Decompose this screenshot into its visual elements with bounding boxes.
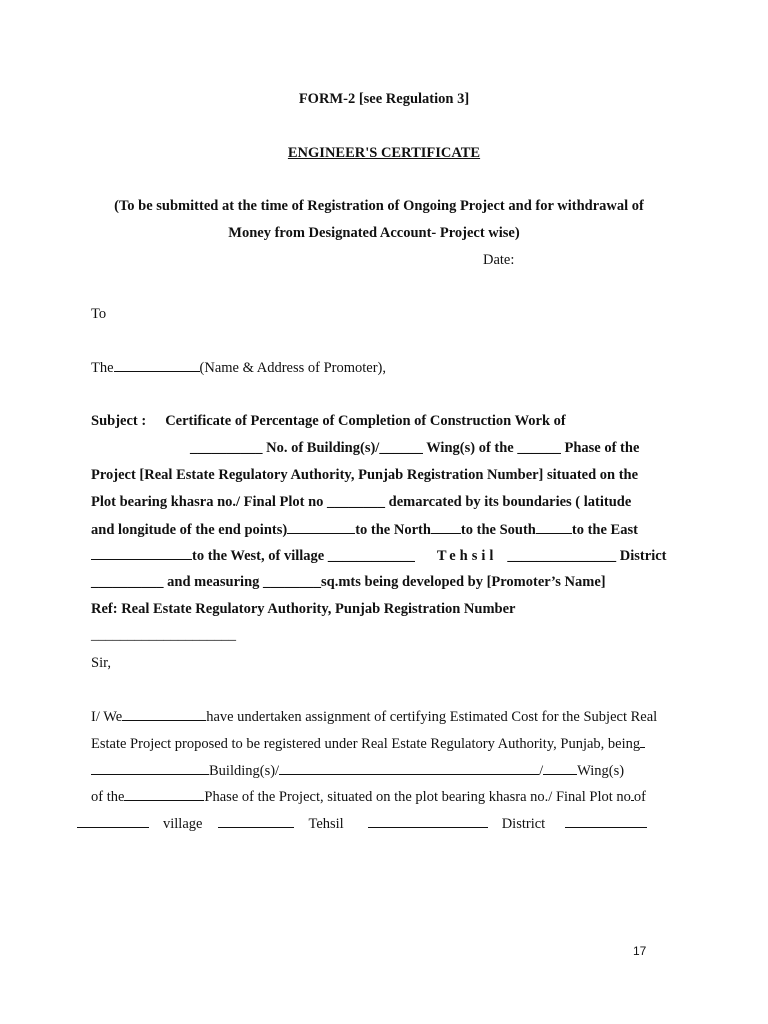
building-text: Building(s)/: [209, 763, 280, 779]
tehsil-blank: [368, 815, 488, 828]
ref-line: Ref: Real Estate Regulatory Authority, Punjab Registration Number: [91, 601, 516, 617]
promoter-note: (Name & Address of Promoter),: [199, 360, 386, 376]
the-label: The: [91, 360, 114, 376]
subject-line7: __________ and measuring ________sq.mts being developed by [Promoter’s Name]: [91, 574, 606, 590]
assignment-text: have undertaken assignment of certifying Estimated Cost for the Subject Real: [206, 709, 658, 725]
slash-text: /: [539, 763, 544, 779]
east-text: to the East: [571, 522, 638, 538]
phase-blank: [124, 788, 204, 801]
wing-text: Wing(s): [577, 763, 625, 779]
tehsil-text: Tehsil: [436, 548, 498, 564]
district-body-text: District: [501, 816, 546, 832]
body-line4: [91, 788, 646, 806]
east-blank: [536, 521, 572, 534]
page-number: 17: [633, 944, 647, 958]
subject-text: Certificate of Percentage of Completion of Construction Work of: [165, 413, 566, 429]
wing-blank: [543, 762, 577, 775]
subject-line2: __________ No. of Building(s)/______ Wing(s) of the ______ Phase of the: [190, 440, 640, 456]
addressee-line: [91, 359, 386, 377]
subject-line6: [91, 547, 666, 565]
north-blank: [287, 521, 355, 534]
engineer-blank: [122, 708, 206, 721]
south-text: to the South: [460, 522, 536, 538]
village-text: village: [163, 816, 203, 832]
being-blank: [640, 735, 645, 748]
district-blank: [565, 815, 647, 828]
north-text: to the North: [355, 522, 431, 538]
i-we-text: I/ We: [91, 709, 123, 725]
south-blank: [431, 521, 461, 534]
body-line5: [77, 815, 647, 833]
of-the-text: of the: [91, 789, 125, 805]
tehsil-body-text: Tehsil: [308, 816, 344, 832]
of-text: of: [633, 789, 646, 805]
subject-label: Subject :: [91, 413, 147, 429]
submission-note-line1: (To be submitted at the time of Registration of Ongoing Project and for withdrawal of: [114, 198, 644, 214]
date-label: Date:: [483, 252, 515, 268]
submission-note-line2: Money from Designated Account- Project wise): [228, 225, 520, 241]
plot-no-blank: [77, 815, 149, 828]
form-title: FORM-2 [see Regulation 3]: [298, 91, 470, 107]
west-village-text: to the West, of village ____________: [192, 548, 415, 564]
building-blank: [91, 762, 209, 775]
body-line1: [91, 708, 657, 726]
subject-line5: [91, 521, 638, 539]
ref-blank: ____________________: [91, 627, 236, 643]
body-line3: [91, 762, 624, 780]
district-text: _______________ District: [507, 548, 667, 564]
to-label: To: [91, 306, 107, 322]
certificate-heading: ENGINEER'S CERTIFICATE: [287, 145, 481, 161]
subject-line4: Plot bearing khasra no./ Final Plot no ________ demarcated by its boundaries ( latitude: [91, 494, 632, 510]
subject-line1: [91, 413, 566, 430]
body-line2: [91, 735, 645, 753]
phase-text: Phase of the Project, situated on the plot bearing khasra no./ Final Plot no: [204, 789, 631, 805]
west-blank: [98, 547, 192, 560]
endpoints-text: and longitude of the end points): [91, 522, 288, 538]
village-blank: [218, 815, 294, 828]
subject-line3: Project [Real Estate Regulatory Authority, Punjab Registration Number] situated on the: [91, 467, 639, 483]
promoter-blank: [114, 359, 200, 372]
building-wing-blank: [279, 762, 539, 775]
salutation: Sir,: [91, 655, 111, 671]
being-text: Estate Project proposed to be registered under Real Estate Regulatory Authority, Punjab, being: [91, 736, 641, 752]
